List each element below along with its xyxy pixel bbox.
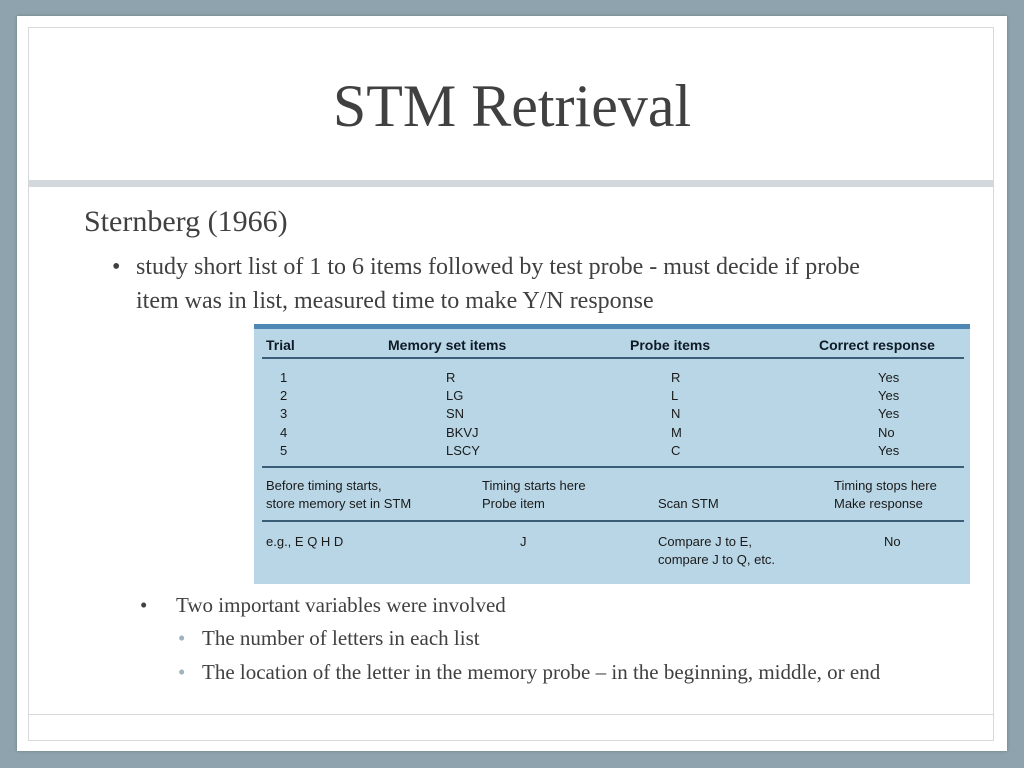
- sub-bullet-marker: •: [178, 660, 186, 684]
- row4-memory: BKVJ: [446, 425, 479, 440]
- row4-probe: M: [671, 425, 682, 440]
- timing-probe: Probe item: [482, 496, 545, 511]
- row5-probe: C: [671, 443, 681, 458]
- sub-bullet-location-text: The location of the letter in the memory probe – in the beginning, middle, or end: [202, 660, 881, 684]
- table-top-bar: [254, 324, 970, 329]
- rows-rule: [262, 466, 964, 468]
- header-memory-set: Memory set items: [388, 337, 507, 353]
- row3-trial: 3: [280, 406, 288, 421]
- footer-divider: [28, 714, 994, 715]
- timing-starts: Timing starts here: [482, 478, 586, 493]
- row2-memory: LG: [446, 388, 464, 403]
- sub-bullet-letters-text: The number of letters in each list: [202, 626, 480, 650]
- sternberg-table-figure: [254, 324, 970, 584]
- row3-probe: N: [671, 406, 681, 421]
- timing-rule: [262, 520, 964, 522]
- bullet-variables-text: Two important variables were involved: [176, 593, 506, 617]
- row5-trial: 5: [280, 443, 288, 458]
- bullet-marker: •: [112, 254, 121, 280]
- header-probe-items: Probe items: [630, 337, 711, 353]
- timing-stops: Timing stops here: [834, 478, 937, 493]
- sub-bullet-letters: [178, 626, 938, 650]
- row3-response: Yes: [878, 406, 900, 421]
- example-probe: J: [520, 534, 527, 549]
- row4-response: No: [878, 425, 895, 440]
- timing-before: Before timing starts,: [266, 478, 382, 493]
- header-correct-response: Correct response: [819, 337, 935, 353]
- heading-sternberg: Sternberg (1966): [84, 205, 288, 238]
- example-result: No: [884, 534, 901, 549]
- row2-response: Yes: [878, 388, 900, 403]
- slide-title: STM Retrieval: [332, 73, 692, 139]
- bullet-variables: [140, 592, 940, 618]
- row1-trial: 1: [280, 370, 288, 385]
- sub-bullet-location: [178, 660, 938, 684]
- row3-memory: SN: [446, 406, 465, 421]
- row1-probe: R: [671, 370, 681, 385]
- bullet-study: [112, 250, 892, 318]
- header-rule: [262, 357, 964, 359]
- timing-store: store memory set in STM: [266, 496, 412, 511]
- example-compare2: compare J to Q, etc.: [658, 552, 776, 567]
- row2-probe: L: [671, 388, 679, 403]
- bullet-study-text: study short list of 1 to 6 items followed by test probe - must decide if probe item was in list, measured time to make Y/N response: [136, 254, 860, 314]
- row1-memory: R: [446, 370, 456, 385]
- bullet-marker: •: [140, 593, 148, 617]
- header-trial: Trial: [266, 337, 295, 353]
- row4-trial: 4: [280, 425, 288, 440]
- row5-memory: LSCY: [446, 443, 480, 458]
- row5-response: Yes: [878, 443, 900, 458]
- timing-make: Make response: [834, 496, 923, 511]
- example-eg: e.g., E Q H D: [266, 534, 344, 549]
- row1-response: Yes: [878, 370, 900, 385]
- row2-trial: 2: [280, 388, 288, 403]
- title-divider: [28, 180, 994, 187]
- timing-scan: Scan STM: [658, 496, 719, 511]
- example-compare1: Compare J to E,: [658, 534, 752, 549]
- sub-bullet-marker: •: [178, 626, 186, 650]
